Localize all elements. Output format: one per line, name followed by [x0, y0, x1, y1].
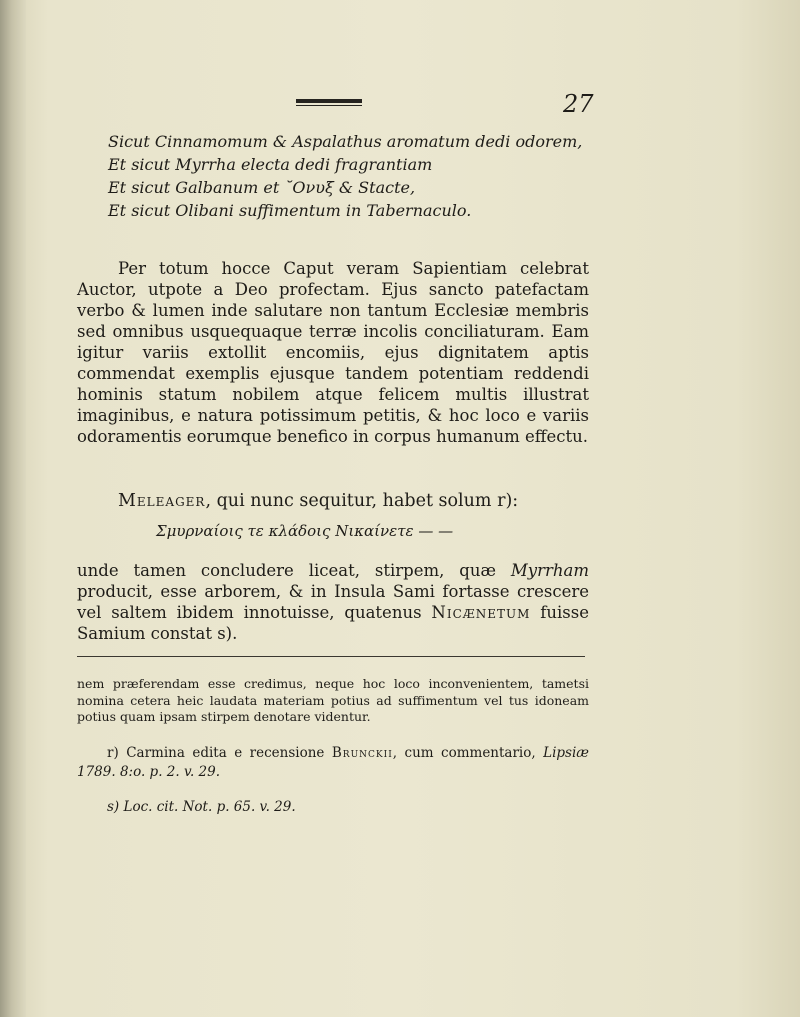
- verse-line: Et sicut Olibani suffimentum in Tabernaculo.: [108, 201, 472, 220]
- text-run: , cum commentario,: [392, 744, 544, 761]
- footnote-r: [77, 744, 589, 782]
- footnote-marker: s): [107, 798, 120, 815]
- paragraph-text: , qui nunc sequitur, habet solum r):: [205, 491, 519, 511]
- verse-line: Et sicut Myrrha electa dedi fragrantiam: [108, 155, 433, 174]
- footnote-s: [77, 798, 589, 817]
- text-run: producit, esse arborem, & in Insula Sami fortasse crescere vel saltem ibidem innotuisse, quatenus: [77, 582, 589, 622]
- paragraph-text: Per totum hocce Caput veram Sapientiam celebrat Auctor, utpote a Deo profectam. Ejus sancto patefactam verbo & lumen inde salutare non tantum Ecclesiæ membris sed omnibus usquequaque terræ incolis conciliaturam. Eam igitur variis extollit encomiis, ejus dignitatem aptis commendat exemplis ejusque tandem potentiam reddendi hominis statum nobilem atque felicem multis illustrat imaginibus, e natura potissimum petitis, & hoc loco e variis odoramentis eorumque benefico in corpus humanum effectu.: [77, 259, 589, 446]
- greek-quote: Σμυρναίοις τε κλάδοις Νικαίνετε — —: [156, 522, 454, 540]
- verse-line: Sicut Cinnamomum & Aspalathus aromatum dedi odorem,: [108, 132, 583, 151]
- text-run: fuisse Samium constat s).: [77, 603, 589, 643]
- verse-line: Et sicut Galbanum et ˘Ονυξ & Stacte,: [108, 178, 416, 197]
- text-run: Loc. cit. Not. p. 65. v. 29.: [119, 798, 296, 815]
- footnotes: [77, 676, 589, 833]
- editor-name: Brunckii: [331, 744, 393, 761]
- paragraph-meleager: [118, 491, 518, 511]
- term-nicaenetum: Nicænetum: [431, 603, 531, 622]
- term-myrrham: Myrrham: [510, 561, 589, 580]
- binding-edge: [0, 0, 26, 1017]
- footnote-continuation: nem præferendam esse credimus, neque hoc loco inconvenientem, tametsi nomina cetera heic laudata materiam potius ad suffimentum vel tus idoneam potius quam ipsam stirpem denotare videntur.: [77, 676, 589, 724]
- page-number: 27: [563, 90, 594, 118]
- text-run: Carmina edita e recensione: [118, 744, 332, 761]
- citation-place: Lipsiæ 1789. 8:o. p. 2. v. 29.: [77, 744, 589, 780]
- footnote-marker: r): [107, 744, 119, 761]
- verse-block: [108, 130, 618, 222]
- text-run: unde tamen concludere liceat, stirpem, quæ: [77, 561, 511, 580]
- paragraph-conclusion: [77, 560, 589, 644]
- paragraph-text: [77, 560, 589, 644]
- header-ornament-rule: [296, 99, 362, 108]
- footnote-divider: [77, 656, 585, 657]
- paragraph-main: [77, 258, 589, 447]
- author-name: Meleager: [118, 491, 206, 511]
